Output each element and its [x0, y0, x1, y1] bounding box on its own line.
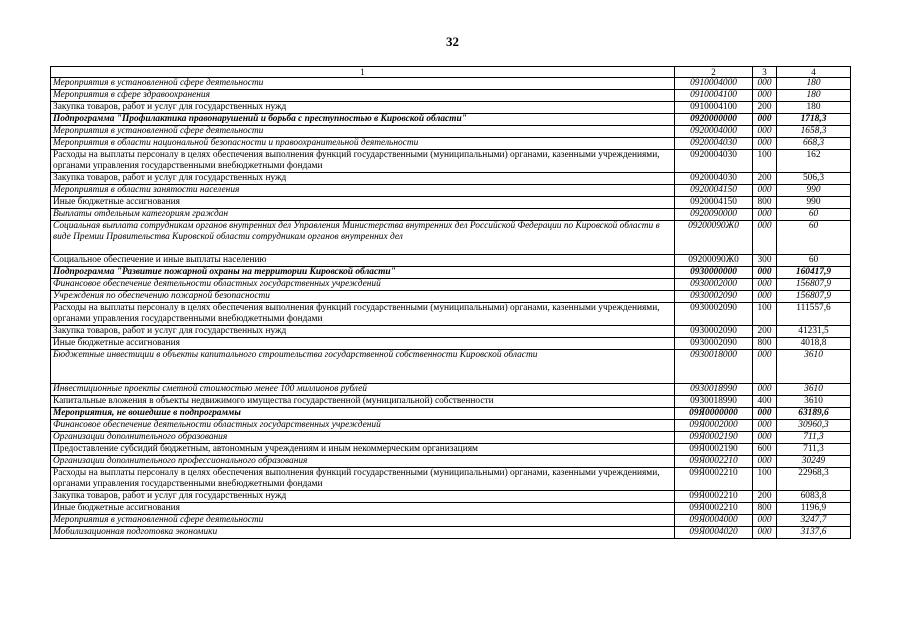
- table-row: [51, 396, 851, 408]
- page-number: 32: [446, 34, 459, 49]
- row-code-cell: 0930002090: [675, 338, 753, 350]
- row-sum-cell: 180: [777, 78, 851, 90]
- row-sum-cell: 180: [777, 102, 851, 114]
- row-sum-cell: 111557,6: [777, 303, 851, 326]
- table-row: [51, 326, 851, 338]
- row-type-cell: 300: [753, 255, 777, 267]
- row-code-cell: 0910004000: [675, 78, 753, 90]
- table-row: [51, 432, 851, 444]
- column-header-type: 3: [753, 67, 777, 78]
- row-sum-cell: 990: [777, 197, 851, 209]
- row-type-cell: 000: [753, 350, 777, 384]
- row-name-cell: Выплаты отдельным категориям граждан: [51, 209, 675, 221]
- row-sum-cell: 156807,9: [777, 291, 851, 303]
- table-row: [51, 90, 851, 102]
- row-name-cell: Подпрограмма "Развитие пожарной охраны на территории Кировской области": [51, 267, 675, 279]
- table-row: [51, 209, 851, 221]
- table-row: [51, 338, 851, 350]
- row-type-cell: 400: [753, 396, 777, 408]
- row-type-cell: 000: [753, 384, 777, 396]
- row-name-cell: Организации дополнительного образования: [51, 432, 675, 444]
- table-row: [51, 291, 851, 303]
- row-type-cell: 000: [753, 408, 777, 420]
- column-header-code: 2: [675, 67, 753, 78]
- row-type-cell: 100: [753, 468, 777, 491]
- table-row: [51, 267, 851, 279]
- row-sum-cell: 1718,3: [777, 114, 851, 126]
- row-name-cell: Мероприятия в сфере здравоохранения: [51, 90, 675, 102]
- row-type-cell: 000: [753, 209, 777, 221]
- row-name-cell: Мероприятия в области национальной безопасности и правоохранительной деятельности: [51, 138, 675, 150]
- table-row: [51, 138, 851, 150]
- row-code-cell: 0930002000: [675, 279, 753, 291]
- row-code-cell: 0930002090: [675, 291, 753, 303]
- row-name-cell: Подпрограмма "Профилактика правонарушений и борьба с преступностью в Кировской области": [51, 114, 675, 126]
- table-row: [51, 150, 851, 173]
- row-code-cell: 09Я0002190: [675, 444, 753, 456]
- row-name-cell: Мероприятия в установленной сфере деятельности: [51, 515, 675, 527]
- row-type-cell: 800: [753, 338, 777, 350]
- row-code-cell: 0930000000: [675, 267, 753, 279]
- table-header-row: [51, 67, 851, 78]
- table-row: [51, 444, 851, 456]
- row-sum-cell: 162: [777, 150, 851, 173]
- table-row: [51, 197, 851, 209]
- row-sum-cell: 1658,3: [777, 126, 851, 138]
- row-sum-cell: 3610: [777, 396, 851, 408]
- row-code-cell: 09Я0002000: [675, 420, 753, 432]
- table-row: [51, 468, 851, 491]
- row-name-cell: Организации дополнительного профессионального образования: [51, 456, 675, 468]
- row-sum-cell: 3137,6: [777, 527, 851, 539]
- row-type-cell: 000: [753, 515, 777, 527]
- row-name-cell: Инвестиционные проекты сметной стоимостью менее 100 миллионов рублей: [51, 384, 675, 396]
- row-name-cell: Финансовое обеспечение деятельности областных государственных учреждений: [51, 420, 675, 432]
- row-name-cell: Расходы на выплаты персоналу в целях обеспечения выполнения функций государственными (муниципальными) органами, казенными учреждениями, органами управления государственными внебюджетными фондами: [51, 150, 675, 173]
- row-name-cell: Иные бюджетные ассигнования: [51, 338, 675, 350]
- row-code-cell: 09200090Ж0: [675, 255, 753, 267]
- row-type-cell: 800: [753, 197, 777, 209]
- table-row: [51, 102, 851, 114]
- row-name-cell: Мероприятия в установленной сфере деятельности: [51, 78, 675, 90]
- row-sum-cell: 711,3: [777, 444, 851, 456]
- budget-table: [50, 66, 851, 539]
- row-code-cell: 09200090Ж0: [675, 221, 753, 255]
- row-sum-cell: 3610: [777, 350, 851, 384]
- row-name-cell: Капитальные вложения в объекты недвижимого имущества государственной (муниципальной) собственности: [51, 396, 675, 408]
- row-name-cell: Закупка товаров, работ и услуг для государственных нужд: [51, 102, 675, 114]
- table-row: [51, 185, 851, 197]
- row-sum-cell: 41231,5: [777, 326, 851, 338]
- row-type-cell: 100: [753, 303, 777, 326]
- row-code-cell: 0910004100: [675, 90, 753, 102]
- table-row: [51, 491, 851, 503]
- table-row: [51, 279, 851, 291]
- row-name-cell: Расходы на выплаты персоналу в целях обеспечения выполнения функций государственными (муниципальными) органами, казенными учреждениями, органами управления государственными внебюджетными фондами: [51, 468, 675, 491]
- row-name-cell: Мероприятия в области занятости населения: [51, 185, 675, 197]
- table-row: [51, 78, 851, 90]
- table-row: [51, 221, 851, 255]
- row-code-cell: 0920004150: [675, 185, 753, 197]
- row-sum-cell: 180: [777, 90, 851, 102]
- row-sum-cell: 990: [777, 185, 851, 197]
- table-row: [51, 114, 851, 126]
- table-row: [51, 255, 851, 267]
- row-type-cell: 000: [753, 432, 777, 444]
- row-type-cell: 000: [753, 456, 777, 468]
- table-row: [51, 303, 851, 326]
- row-sum-cell: 506,3: [777, 173, 851, 185]
- budget-table-body: [51, 67, 851, 539]
- row-sum-cell: 30960,3: [777, 420, 851, 432]
- row-name-cell: Учреждения по обеспечению пожарной безопасности: [51, 291, 675, 303]
- row-code-cell: 09Я0002210: [675, 503, 753, 515]
- table-row: [51, 408, 851, 420]
- row-type-cell: 800: [753, 503, 777, 515]
- row-sum-cell: 63189,6: [777, 408, 851, 420]
- row-sum-cell: 6083,8: [777, 491, 851, 503]
- table-row: [51, 503, 851, 515]
- row-name-cell: Мобилизационная подготовка экономики: [51, 527, 675, 539]
- row-name-cell: Финансовое обеспечение деятельности областных государственных учреждений: [51, 279, 675, 291]
- table-row: [51, 527, 851, 539]
- row-name-cell: Закупка товаров, работ и услуг для государственных нужд: [51, 326, 675, 338]
- row-sum-cell: 1196,9: [777, 503, 851, 515]
- row-name-cell: Мероприятия, не вошедшие в подпрограммы: [51, 408, 675, 420]
- row-code-cell: 09Я0002190: [675, 432, 753, 444]
- row-code-cell: 0930002090: [675, 326, 753, 338]
- row-type-cell: 000: [753, 138, 777, 150]
- row-name-cell: Социальное обеспечение и иные выплаты населению: [51, 255, 675, 267]
- row-sum-cell: 160417,9: [777, 267, 851, 279]
- row-sum-cell: 156807,9: [777, 279, 851, 291]
- row-type-cell: 000: [753, 420, 777, 432]
- table-row: [51, 126, 851, 138]
- row-name-cell: Предоставление субсидий бюджетным, автономным учреждениям и иным некоммерческим организациям: [51, 444, 675, 456]
- row-sum-cell: 3247,7: [777, 515, 851, 527]
- row-code-cell: 09Я0002210: [675, 491, 753, 503]
- row-sum-cell: 60: [777, 255, 851, 267]
- column-header-sum: 4: [777, 67, 851, 78]
- row-sum-cell: 3610: [777, 384, 851, 396]
- row-type-cell: 200: [753, 326, 777, 338]
- row-code-cell: 0920004030: [675, 138, 753, 150]
- table-row: [51, 515, 851, 527]
- row-code-cell: 0920004000: [675, 126, 753, 138]
- row-type-cell: 000: [753, 221, 777, 255]
- row-code-cell: 0920090000: [675, 209, 753, 221]
- row-name-cell: Закупка товаров, работ и услуг для государственных нужд: [51, 491, 675, 503]
- row-sum-cell: 60: [777, 221, 851, 255]
- row-code-cell: 0910004100: [675, 102, 753, 114]
- row-code-cell: 0930018990: [675, 384, 753, 396]
- row-code-cell: 09Я0004000: [675, 515, 753, 527]
- row-type-cell: 000: [753, 291, 777, 303]
- row-type-cell: 000: [753, 527, 777, 539]
- row-sum-cell: 22968,3: [777, 468, 851, 491]
- row-sum-cell: 4018,8: [777, 338, 851, 350]
- row-code-cell: 09Я0002210: [675, 456, 753, 468]
- row-type-cell: 200: [753, 491, 777, 503]
- row-name-cell: Закупка товаров, работ и услуг для государственных нужд: [51, 173, 675, 185]
- table-row: [51, 350, 851, 384]
- row-code-cell: 09Я0000000: [675, 408, 753, 420]
- table-row: [51, 384, 851, 396]
- row-code-cell: 0920004030: [675, 150, 753, 173]
- row-name-cell: Иные бюджетные ассигнования: [51, 503, 675, 515]
- row-type-cell: 000: [753, 267, 777, 279]
- row-type-cell: 600: [753, 444, 777, 456]
- row-type-cell: 000: [753, 185, 777, 197]
- row-code-cell: 09Я0002210: [675, 468, 753, 491]
- row-type-cell: 000: [753, 114, 777, 126]
- row-sum-cell: 668,3: [777, 138, 851, 150]
- row-name-cell: Социальная выплата сотрудникам органов внутренних дел Управления Министерства внутренних дел Российской Федерации по Кировской области в виде Премии Правительства Кировской области сотрудникам органов внутренних дел: [51, 221, 675, 255]
- row-type-cell: 200: [753, 173, 777, 185]
- row-type-cell: 000: [753, 78, 777, 90]
- table-row: [51, 420, 851, 432]
- row-code-cell: 0920004150: [675, 197, 753, 209]
- row-type-cell: 100: [753, 150, 777, 173]
- row-name-cell: Иные бюджетные ассигнования: [51, 197, 675, 209]
- row-name-cell: Бюджетные инвестиции в объекты капитального строительства государственной собственности Кировской области: [51, 350, 675, 384]
- row-type-cell: 000: [753, 90, 777, 102]
- row-name-cell: Мероприятия в установленной сфере деятельности: [51, 126, 675, 138]
- table-row: [51, 456, 851, 468]
- row-sum-cell: 60: [777, 209, 851, 221]
- row-type-cell: 000: [753, 279, 777, 291]
- row-type-cell: 000: [753, 126, 777, 138]
- row-code-cell: 09Я0004020: [675, 527, 753, 539]
- table-row: [51, 173, 851, 185]
- column-header-name: 1: [51, 67, 675, 78]
- row-name-cell: Расходы на выплаты персоналу в целях обеспечения выполнения функций государственными (муниципальными) органами, казенными учреждениями, органами управления государственными внебюджетными фондами: [51, 303, 675, 326]
- row-code-cell: 0920004030: [675, 173, 753, 185]
- row-type-cell: 200: [753, 102, 777, 114]
- row-code-cell: 0930018990: [675, 396, 753, 408]
- row-code-cell: 0930018000: [675, 350, 753, 384]
- row-sum-cell: 30249: [777, 456, 851, 468]
- row-sum-cell: 711,3: [777, 432, 851, 444]
- row-code-cell: 0930002090: [675, 303, 753, 326]
- row-code-cell: 0920000000: [675, 114, 753, 126]
